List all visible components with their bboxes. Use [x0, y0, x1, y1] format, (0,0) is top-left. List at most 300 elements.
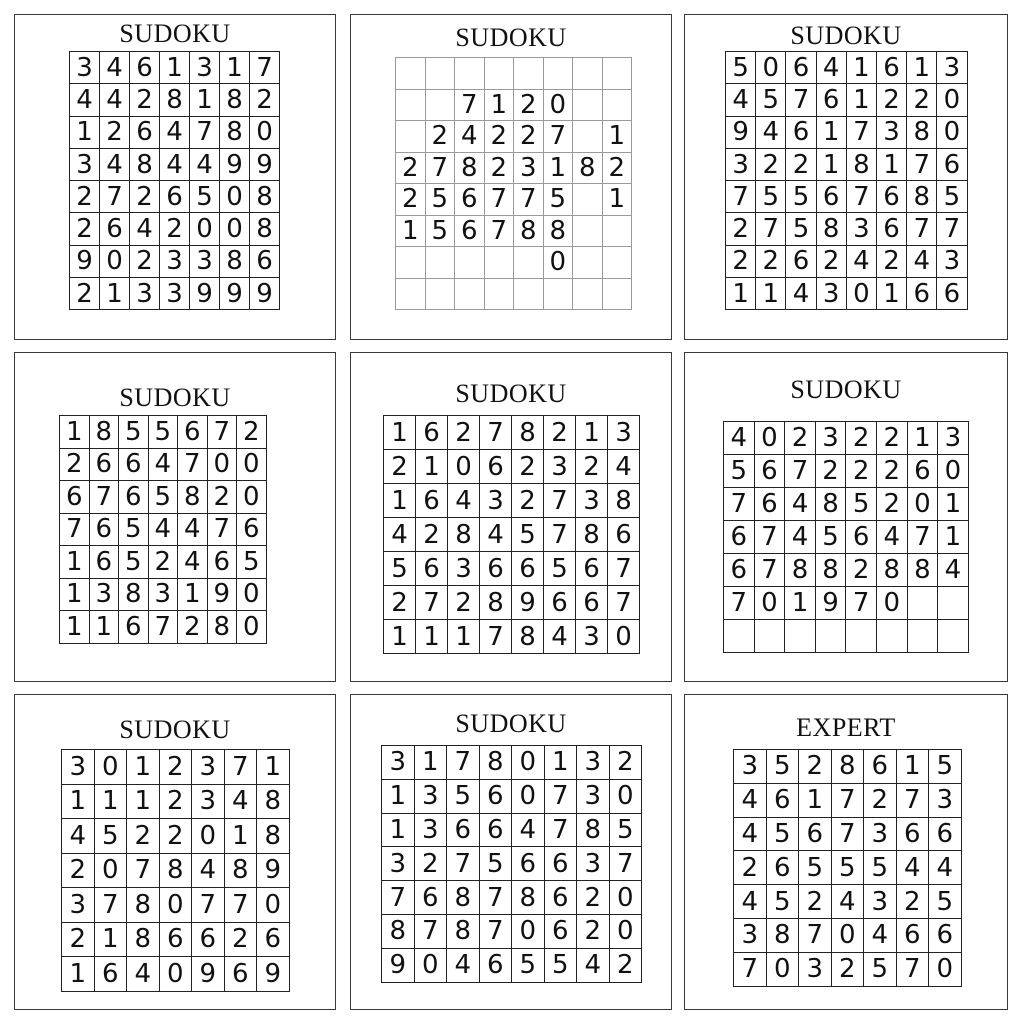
grid-cell[interactable]: 9: [70, 246, 100, 278]
grid-cell[interactable]: 1: [603, 184, 633, 216]
grid-cell[interactable]: 2: [514, 90, 544, 122]
grid-cell[interactable]: 9: [208, 579, 238, 612]
grid-cell[interactable]: 2: [160, 785, 193, 820]
grid-cell[interactable]: 4: [100, 149, 130, 181]
grid-cell[interactable]: 3: [160, 278, 190, 310]
grid-cell[interactable]: [426, 58, 456, 90]
grid-cell[interactable]: 3: [937, 52, 967, 84]
grid-cell[interactable]: 3: [929, 784, 962, 818]
grid-cell[interactable]: 4: [847, 246, 877, 278]
grid-cell[interactable]: 1: [847, 84, 877, 116]
grid-cell[interactable]: 0: [448, 450, 480, 484]
grid-cell[interactable]: 6: [95, 957, 128, 992]
grid-cell[interactable]: 2: [846, 455, 877, 488]
grid-cell[interactable]: 2: [130, 181, 160, 213]
grid-cell[interactable]: 7: [416, 586, 448, 620]
grid-cell[interactable]: 4: [785, 488, 816, 521]
grid-cell[interactable]: 2: [149, 546, 179, 579]
grid-cell[interactable]: 3: [726, 149, 756, 181]
grid-cell[interactable]: 2: [799, 750, 832, 784]
grid-cell[interactable]: 4: [786, 278, 816, 310]
grid-cell[interactable]: 2: [577, 881, 610, 915]
grid-cell[interactable]: 8: [576, 518, 608, 552]
grid-cell[interactable]: 1: [70, 117, 100, 149]
grid-cell[interactable]: 7: [60, 514, 90, 547]
grid-cell[interactable]: 8: [250, 181, 280, 213]
grid-cell[interactable]: [938, 587, 969, 620]
grid-cell[interactable]: 5: [937, 181, 967, 213]
grid-cell[interactable]: 1: [62, 957, 95, 992]
grid-cell[interactable]: [603, 90, 633, 122]
grid-cell[interactable]: 2: [62, 923, 95, 958]
grid-cell[interactable]: 3: [480, 484, 512, 518]
grid-cell[interactable]: 4: [817, 52, 847, 84]
grid-cell[interactable]: 4: [608, 450, 640, 484]
grid-cell[interactable]: 7: [755, 554, 786, 587]
grid-cell[interactable]: 2: [864, 784, 897, 818]
grid-cell[interactable]: [396, 90, 426, 122]
grid-cell[interactable]: 2: [70, 181, 100, 213]
grid-cell[interactable]: 8: [514, 216, 544, 248]
grid-cell[interactable]: 1: [225, 819, 258, 854]
grid-cell[interactable]: 3: [734, 919, 767, 953]
grid-cell[interactable]: [514, 58, 544, 90]
grid-cell[interactable]: 7: [724, 587, 755, 620]
grid-cell[interactable]: 7: [415, 915, 448, 949]
grid-cell[interactable]: [938, 620, 969, 653]
grid-cell[interactable]: 0: [929, 953, 962, 987]
grid-cell[interactable]: 6: [755, 488, 786, 521]
grid-cell[interactable]: 3: [190, 52, 220, 84]
grid-cell[interactable]: 1: [95, 923, 128, 958]
grid-cell[interactable]: 3: [799, 953, 832, 987]
grid-cell[interactable]: 5: [119, 416, 149, 449]
grid-cell[interactable]: [455, 58, 485, 90]
grid-cell[interactable]: [573, 279, 603, 311]
grid-cell[interactable]: 8: [127, 888, 160, 923]
grid-cell[interactable]: 0: [95, 750, 128, 785]
grid-cell[interactable]: 1: [257, 750, 290, 785]
grid-cell[interactable]: 3: [70, 52, 100, 84]
grid-cell[interactable]: 5: [119, 514, 149, 547]
grid-cell[interactable]: 5: [384, 552, 416, 586]
grid-cell[interactable]: [603, 279, 633, 311]
grid-cell[interactable]: 3: [938, 422, 969, 455]
grid-cell[interactable]: 4: [455, 121, 485, 153]
grid-cell[interactable]: 8: [767, 919, 800, 953]
grid-cell[interactable]: 6: [119, 449, 149, 482]
grid-cell[interactable]: 2: [603, 153, 633, 185]
grid-cell[interactable]: [544, 58, 574, 90]
grid-cell[interactable]: 0: [415, 949, 448, 983]
grid-cell[interactable]: 3: [817, 278, 847, 310]
grid-cell[interactable]: 3: [62, 750, 95, 785]
grid-cell[interactable]: 0: [937, 84, 967, 116]
grid-cell[interactable]: 9: [382, 949, 415, 983]
grid-cell[interactable]: 7: [382, 881, 415, 915]
grid-cell[interactable]: 0: [756, 52, 786, 84]
grid-cell[interactable]: 5: [544, 552, 576, 586]
grid-cell[interactable]: 1: [60, 611, 90, 644]
grid-cell[interactable]: 4: [938, 554, 969, 587]
grid-cell[interactable]: 2: [448, 586, 480, 620]
grid-cell[interactable]: 7: [608, 552, 640, 586]
grid-cell[interactable]: 4: [832, 885, 865, 919]
grid-cell[interactable]: 4: [178, 546, 208, 579]
grid-cell[interactable]: 6: [907, 278, 937, 310]
grid-cell[interactable]: 6: [480, 450, 512, 484]
grid-cell[interactable]: 8: [257, 785, 290, 820]
grid-cell[interactable]: 4: [384, 518, 416, 552]
grid-cell[interactable]: 2: [384, 450, 416, 484]
grid-cell[interactable]: 0: [608, 620, 640, 654]
grid-cell[interactable]: 9: [250, 278, 280, 310]
grid-cell[interactable]: 4: [929, 851, 962, 885]
grid-cell[interactable]: 0: [755, 587, 786, 620]
grid-cell[interactable]: 5: [767, 885, 800, 919]
grid-cell[interactable]: 0: [220, 213, 250, 245]
grid-cell[interactable]: [603, 216, 633, 248]
grid-cell[interactable]: 8: [512, 881, 545, 915]
grid-cell[interactable]: 5: [426, 216, 456, 248]
grid-cell[interactable]: 7: [485, 216, 515, 248]
grid-cell[interactable]: 6: [512, 552, 544, 586]
grid-cell[interactable]: 6: [724, 521, 755, 554]
grid-cell[interactable]: 6: [799, 818, 832, 852]
grid-cell[interactable]: 1: [382, 814, 415, 848]
grid-cell[interactable]: 2: [60, 449, 90, 482]
grid-cell[interactable]: 5: [480, 847, 513, 881]
grid-cell[interactable]: 6: [60, 481, 90, 514]
grid-cell[interactable]: 3: [130, 278, 160, 310]
grid-cell[interactable]: 7: [734, 953, 767, 987]
grid-cell[interactable]: 6: [817, 181, 847, 213]
grid-cell[interactable]: [426, 90, 456, 122]
grid-cell[interactable]: 2: [786, 149, 816, 181]
grid-cell[interactable]: 1: [938, 521, 969, 554]
grid-cell[interactable]: 0: [220, 181, 250, 213]
grid-cell[interactable]: 7: [90, 481, 120, 514]
grid-cell[interactable]: [396, 58, 426, 90]
grid-cell[interactable]: 8: [382, 915, 415, 949]
grid-cell[interactable]: 7: [907, 213, 937, 245]
grid-cell[interactable]: 3: [382, 746, 415, 780]
grid-cell[interactable]: 0: [512, 780, 545, 814]
grid-cell[interactable]: 3: [149, 579, 179, 612]
grid-cell[interactable]: 2: [577, 915, 610, 949]
grid-cell[interactable]: 1: [127, 785, 160, 820]
grid-cell[interactable]: 2: [799, 885, 832, 919]
grid-cell[interactable]: 5: [929, 885, 962, 919]
grid-cell[interactable]: 1: [60, 416, 90, 449]
grid-cell[interactable]: [755, 620, 786, 653]
grid-cell[interactable]: 8: [577, 814, 610, 848]
grid-cell[interactable]: 9: [220, 278, 250, 310]
grid-cell[interactable]: 5: [545, 949, 578, 983]
grid-cell[interactable]: 4: [734, 818, 767, 852]
grid-cell[interactable]: 6: [480, 552, 512, 586]
grid-cell[interactable]: 6: [786, 246, 816, 278]
grid-cell[interactable]: 8: [447, 915, 480, 949]
grid-cell[interactable]: 5: [149, 481, 179, 514]
grid-cell[interactable]: 3: [864, 818, 897, 852]
grid-cell[interactable]: 7: [832, 818, 865, 852]
grid-cell[interactable]: 0: [610, 915, 643, 949]
grid-cell[interactable]: 6: [545, 915, 578, 949]
grid-cell[interactable]: [544, 279, 574, 311]
grid-cell[interactable]: 2: [62, 854, 95, 889]
grid-cell[interactable]: 4: [512, 814, 545, 848]
grid-cell[interactable]: 6: [90, 546, 120, 579]
grid-cell[interactable]: 3: [577, 847, 610, 881]
grid-cell[interactable]: 4: [447, 949, 480, 983]
grid-cell[interactable]: 1: [576, 416, 608, 450]
grid-cell[interactable]: 1: [485, 90, 515, 122]
grid-cell[interactable]: 0: [908, 488, 939, 521]
grid-cell[interactable]: 2: [415, 847, 448, 881]
grid-cell[interactable]: 2: [384, 586, 416, 620]
grid-cell[interactable]: [846, 620, 877, 653]
grid-cell[interactable]: 5: [786, 213, 816, 245]
grid-cell[interactable]: 4: [190, 149, 220, 181]
grid-cell[interactable]: 5: [864, 851, 897, 885]
grid-cell[interactable]: 7: [95, 888, 128, 923]
grid-cell[interactable]: 1: [62, 785, 95, 820]
grid-cell[interactable]: 0: [544, 90, 574, 122]
grid-cell[interactable]: 2: [544, 416, 576, 450]
grid-cell[interactable]: 1: [396, 216, 426, 248]
grid-cell[interactable]: 1: [220, 52, 250, 84]
grid-cell[interactable]: 7: [447, 847, 480, 881]
grid-cell[interactable]: 0: [610, 780, 643, 814]
grid-cell[interactable]: 6: [237, 514, 267, 547]
grid-cell[interactable]: 8: [220, 117, 250, 149]
grid-cell[interactable]: 3: [544, 450, 576, 484]
grid-cell[interactable]: 7: [127, 854, 160, 889]
grid-cell[interactable]: 7: [208, 416, 238, 449]
grid-cell[interactable]: [396, 121, 426, 153]
grid-cell[interactable]: 3: [382, 847, 415, 881]
grid-cell[interactable]: 4: [130, 213, 160, 245]
grid-cell[interactable]: 2: [208, 481, 238, 514]
grid-cell[interactable]: 8: [208, 611, 238, 644]
grid-cell[interactable]: 6: [119, 481, 149, 514]
grid-cell[interactable]: 4: [544, 620, 576, 654]
grid-cell[interactable]: 2: [485, 153, 515, 185]
grid-cell[interactable]: [573, 184, 603, 216]
grid-cell[interactable]: 7: [726, 181, 756, 213]
grid-cell[interactable]: 7: [514, 184, 544, 216]
grid-cell[interactable]: [573, 90, 603, 122]
grid-cell[interactable]: 4: [734, 885, 767, 919]
grid-cell[interactable]: 7: [937, 213, 967, 245]
grid-cell[interactable]: 7: [832, 784, 865, 818]
grid-cell[interactable]: 4: [178, 514, 208, 547]
grid-cell[interactable]: 7: [897, 784, 930, 818]
grid-cell[interactable]: [396, 279, 426, 311]
grid-cell[interactable]: 8: [447, 881, 480, 915]
grid-cell[interactable]: 0: [192, 819, 225, 854]
grid-cell[interactable]: 0: [767, 953, 800, 987]
grid-cell[interactable]: 0: [610, 881, 643, 915]
grid-cell[interactable]: 1: [544, 153, 574, 185]
grid-cell[interactable]: 8: [512, 620, 544, 654]
grid-cell[interactable]: 9: [192, 957, 225, 992]
grid-cell[interactable]: 3: [90, 579, 120, 612]
grid-cell[interactable]: [514, 247, 544, 279]
grid-cell[interactable]: 2: [237, 416, 267, 449]
grid-cell[interactable]: 7: [545, 814, 578, 848]
grid-cell[interactable]: 2: [726, 213, 756, 245]
grid-cell[interactable]: 6: [192, 923, 225, 958]
grid-cell[interactable]: 5: [756, 84, 786, 116]
grid-cell[interactable]: 8: [225, 854, 258, 889]
grid-cell[interactable]: 4: [149, 449, 179, 482]
grid-cell[interactable]: 7: [480, 416, 512, 450]
grid-cell[interactable]: 2: [426, 121, 456, 153]
grid-cell[interactable]: 6: [130, 52, 160, 84]
grid-cell[interactable]: 2: [448, 416, 480, 450]
grid-cell[interactable]: 6: [908, 455, 939, 488]
grid-cell[interactable]: 2: [178, 611, 208, 644]
grid-cell[interactable]: 2: [877, 455, 908, 488]
grid-cell[interactable]: 0: [512, 915, 545, 949]
grid-cell[interactable]: 6: [480, 780, 513, 814]
grid-cell[interactable]: 3: [160, 246, 190, 278]
grid-cell[interactable]: 6: [877, 213, 907, 245]
grid-cell[interactable]: 1: [847, 52, 877, 84]
grid-cell[interactable]: 0: [160, 957, 193, 992]
grid-cell[interactable]: 5: [816, 521, 847, 554]
grid-cell[interactable]: [724, 620, 755, 653]
grid-cell[interactable]: 6: [455, 184, 485, 216]
grid-cell[interactable]: 9: [816, 587, 847, 620]
grid-cell[interactable]: [603, 58, 633, 90]
grid-cell[interactable]: 5: [426, 184, 456, 216]
grid-cell[interactable]: 3: [514, 153, 544, 185]
grid-cell[interactable]: 6: [877, 52, 907, 84]
grid-cell[interactable]: 4: [225, 785, 258, 820]
grid-cell[interactable]: 0: [160, 888, 193, 923]
grid-cell[interactable]: 2: [846, 554, 877, 587]
grid-cell[interactable]: [816, 620, 847, 653]
grid-cell[interactable]: 2: [846, 422, 877, 455]
grid-cell[interactable]: 7: [847, 117, 877, 149]
grid-cell[interactable]: 4: [62, 819, 95, 854]
grid-cell[interactable]: 0: [257, 888, 290, 923]
grid-cell[interactable]: 4: [448, 484, 480, 518]
grid-cell[interactable]: 6: [786, 52, 816, 84]
grid-cell[interactable]: 6: [90, 449, 120, 482]
grid-cell[interactable]: 3: [448, 552, 480, 586]
grid-cell[interactable]: 9: [512, 586, 544, 620]
grid-cell[interactable]: 6: [767, 784, 800, 818]
grid-cell[interactable]: 4: [149, 514, 179, 547]
grid-cell[interactable]: [485, 58, 515, 90]
grid-cell[interactable]: 8: [127, 923, 160, 958]
grid-cell[interactable]: 1: [938, 488, 969, 521]
grid-cell[interactable]: 9: [257, 854, 290, 889]
grid-cell[interactable]: 6: [416, 552, 448, 586]
grid-cell[interactable]: 3: [62, 888, 95, 923]
grid-cell[interactable]: 5: [512, 949, 545, 983]
grid-cell[interactable]: 2: [130, 84, 160, 116]
grid-cell[interactable]: 4: [100, 84, 130, 116]
grid-cell[interactable]: 2: [160, 750, 193, 785]
grid-cell[interactable]: 4: [100, 52, 130, 84]
grid-cell[interactable]: [514, 279, 544, 311]
grid-cell[interactable]: 5: [846, 488, 877, 521]
grid-cell[interactable]: 6: [724, 554, 755, 587]
grid-cell[interactable]: 5: [864, 953, 897, 987]
grid-cell[interactable]: 6: [225, 957, 258, 992]
grid-cell[interactable]: [603, 247, 633, 279]
grid-cell[interactable]: 5: [832, 851, 865, 885]
grid-cell[interactable]: [426, 247, 456, 279]
grid-cell[interactable]: 6: [208, 546, 238, 579]
grid-cell[interactable]: 0: [847, 278, 877, 310]
grid-cell[interactable]: 7: [907, 149, 937, 181]
grid-cell[interactable]: 1: [448, 620, 480, 654]
grid-cell[interactable]: 6: [767, 851, 800, 885]
grid-cell[interactable]: 6: [576, 586, 608, 620]
grid-cell[interactable]: 6: [755, 455, 786, 488]
grid-cell[interactable]: 7: [785, 455, 816, 488]
grid-cell[interactable]: 7: [447, 746, 480, 780]
grid-cell[interactable]: 2: [416, 518, 448, 552]
grid-cell[interactable]: 2: [877, 422, 908, 455]
grid-cell[interactable]: 8: [847, 149, 877, 181]
grid-cell[interactable]: 2: [225, 923, 258, 958]
grid-cell[interactable]: [485, 279, 515, 311]
grid-cell[interactable]: 0: [237, 611, 267, 644]
grid-cell[interactable]: 2: [160, 213, 190, 245]
grid-cell[interactable]: 1: [384, 484, 416, 518]
grid-cell[interactable]: 6: [937, 278, 967, 310]
grid-cell[interactable]: 1: [799, 784, 832, 818]
grid-cell[interactable]: 1: [877, 278, 907, 310]
grid-cell[interactable]: 4: [70, 84, 100, 116]
grid-cell[interactable]: 1: [60, 546, 90, 579]
grid-cell[interactable]: 0: [208, 449, 238, 482]
grid-cell[interactable]: 6: [817, 84, 847, 116]
grid-cell[interactable]: 8: [448, 518, 480, 552]
grid-cell[interactable]: 7: [178, 449, 208, 482]
grid-cell[interactable]: 4: [160, 117, 190, 149]
grid-cell[interactable]: 7: [480, 881, 513, 915]
grid-cell[interactable]: 5: [767, 818, 800, 852]
grid-cell[interactable]: 2: [512, 450, 544, 484]
grid-cell[interactable]: 2: [130, 246, 160, 278]
grid-cell[interactable]: 2: [610, 746, 643, 780]
grid-cell[interactable]: 3: [577, 746, 610, 780]
grid-cell[interactable]: 3: [816, 422, 847, 455]
grid-cell[interactable]: 4: [756, 117, 786, 149]
grid-cell[interactable]: 6: [480, 949, 513, 983]
grid-cell[interactable]: 2: [785, 422, 816, 455]
grid-cell[interactable]: 6: [416, 484, 448, 518]
grid-cell[interactable]: 0: [832, 919, 865, 953]
grid-cell[interactable]: 1: [95, 785, 128, 820]
grid-cell[interactable]: 1: [90, 611, 120, 644]
grid-cell[interactable]: 5: [544, 184, 574, 216]
grid-cell[interactable]: 6: [415, 881, 448, 915]
grid-cell[interactable]: 2: [877, 488, 908, 521]
grid-cell[interactable]: 2: [726, 246, 756, 278]
grid-cell[interactable]: 0: [100, 246, 130, 278]
grid-cell[interactable]: 6: [90, 514, 120, 547]
grid-cell[interactable]: 7: [250, 52, 280, 84]
